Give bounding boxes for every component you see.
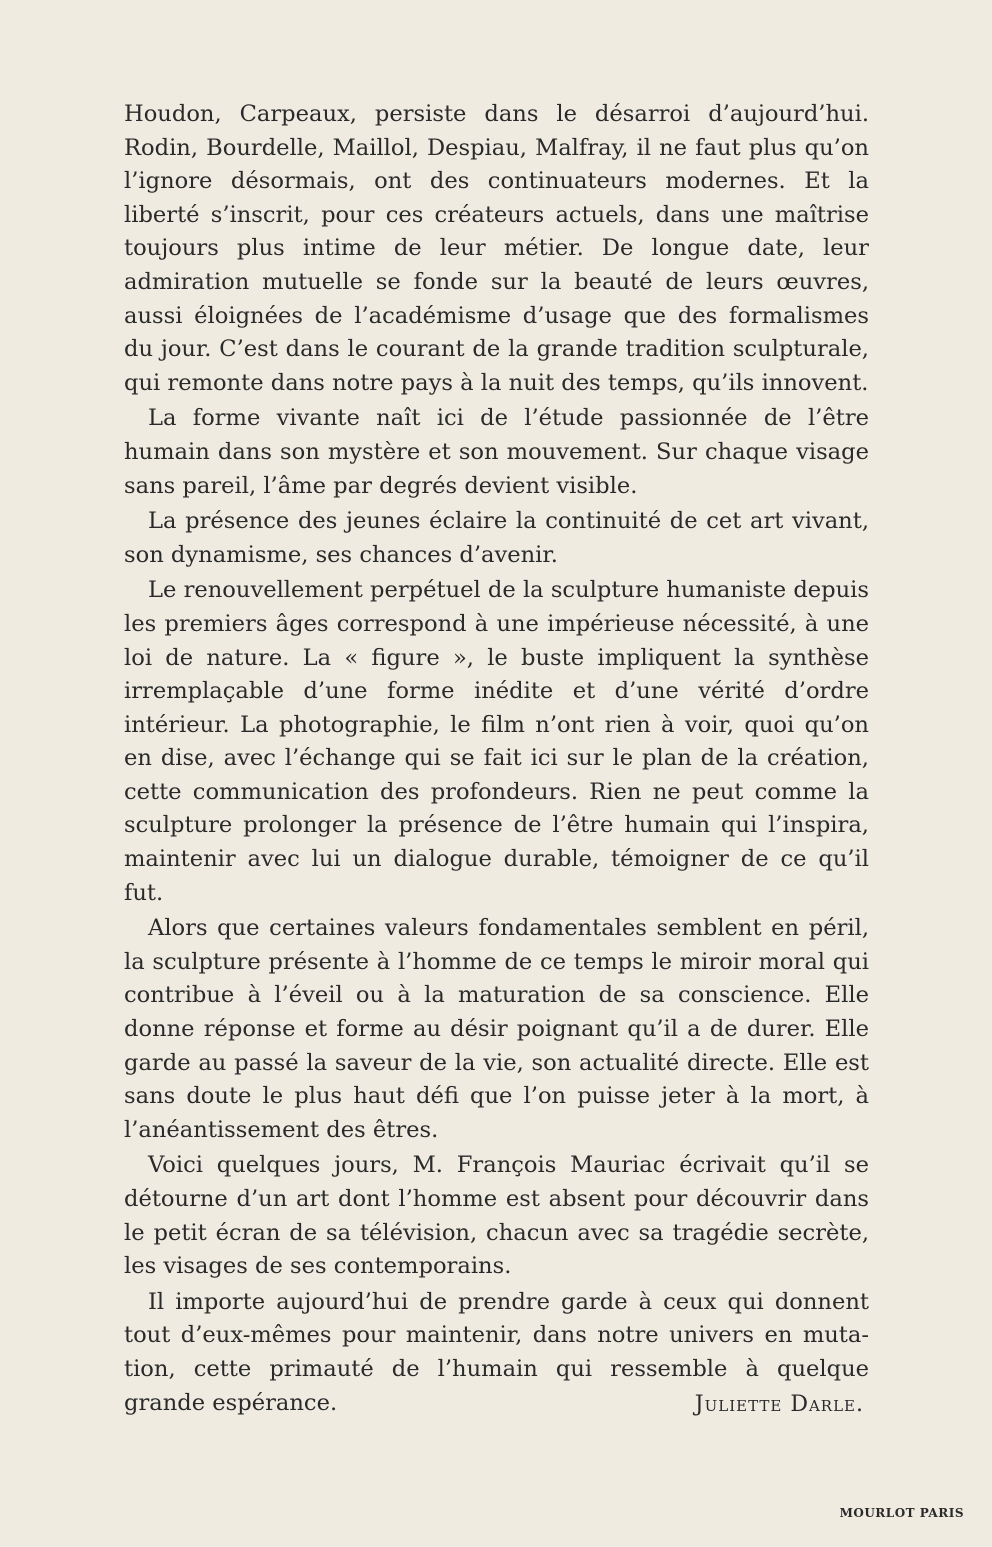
paragraph-2: La forme vivante naît ici de l’étude passionnée de l’être humain dans son mystère et son mouvement. Sur chaque visage sans pareil, l’âme par degrés devient visible. [124,405,869,499]
paragraph-6: Voici quelques jours, M. François Mauriac écrivait qu’il se détourne d’un art dont l’homme est absent pour découvrir dans le petit écran de sa télévision, chacun avec sa tragédie secrète, les visages de ses contemporains. [124,1152,869,1280]
body-text [124,98,869,1422]
paragraph-7: Il importe aujourd’hui de prendre garde à ceux qui donnent tout d’eux-mêmes pour maintenir, dans notre univers en mutation, cette primauté de l’humain qui ressemble à quelque grande espérance. [124,1288,869,1416]
paragraph-4: Le renouvellement perpétuel de la sculpture humaniste depuis les premiers âges correspond à une impérieuse nécessité, à une loi de nature. La « figure », le buste impliquent la synthèse irremplaçable d’une forme inédite et d’une vérité d’ordre intérieur. La photographie, le film n’ont rien à voir, quoi qu’on en dise, avec l’échange qui se fait ici sur le plan de la création, cette communication des profondeurs. Rien ne peut comme la sculpture prolonger la présence de l’être humain qui l’inspira, maintenir avec lui un dialogue durable, témoigner de ce qu’il fut. [124,577,869,906]
paragraph-1: Houdon, Carpeaux, persiste dans le désarroi d’aujourd’hui. Rodin, Bourdelle, Maillol, Despiau, Malfray, il ne faut plus qu’on l’ignore désormais, ont des continuateurs modernes. Et la liberté s’inscrit, pour ces créateurs actuels, dans une maîtrise toujours plus intime de leur métier. De longue date, leur admiration mutuelle se fonde sur la beauté de leurs œuvres, aussi éloignées de l’académisme d’usage que des formalismes du jour. C’est dans le courant de la grande tradition sculpturale, qui remonte dans notre pays à la nuit des temps, qu’ils innovent. [124,101,869,396]
paragraph-3: La présence des jeunes éclaire la continuité de cet art vivant, son dynamisme, ses chances d’avenir. [124,508,869,568]
paragraph-5: Alors que certaines valeurs fondamentales semblent en péril, la sculpture présente à l’homme de ce temps le miroir moral qui contribue à l’éveil ou à la maturation de sa conscience. Elle donne réponse et forme au désir poignant qu’il a de durer. Elle garde au passé la saveur de la vie, son actualité directe. Elle est sans doute le plus haut défi que l’on puisse jeter à la mort, à l’anéantissement des êtres. [124,915,869,1143]
author-signature: Juliette Darle. [694,1392,864,1417]
printer-mark: MOURLOT PARIS [839,1506,964,1520]
